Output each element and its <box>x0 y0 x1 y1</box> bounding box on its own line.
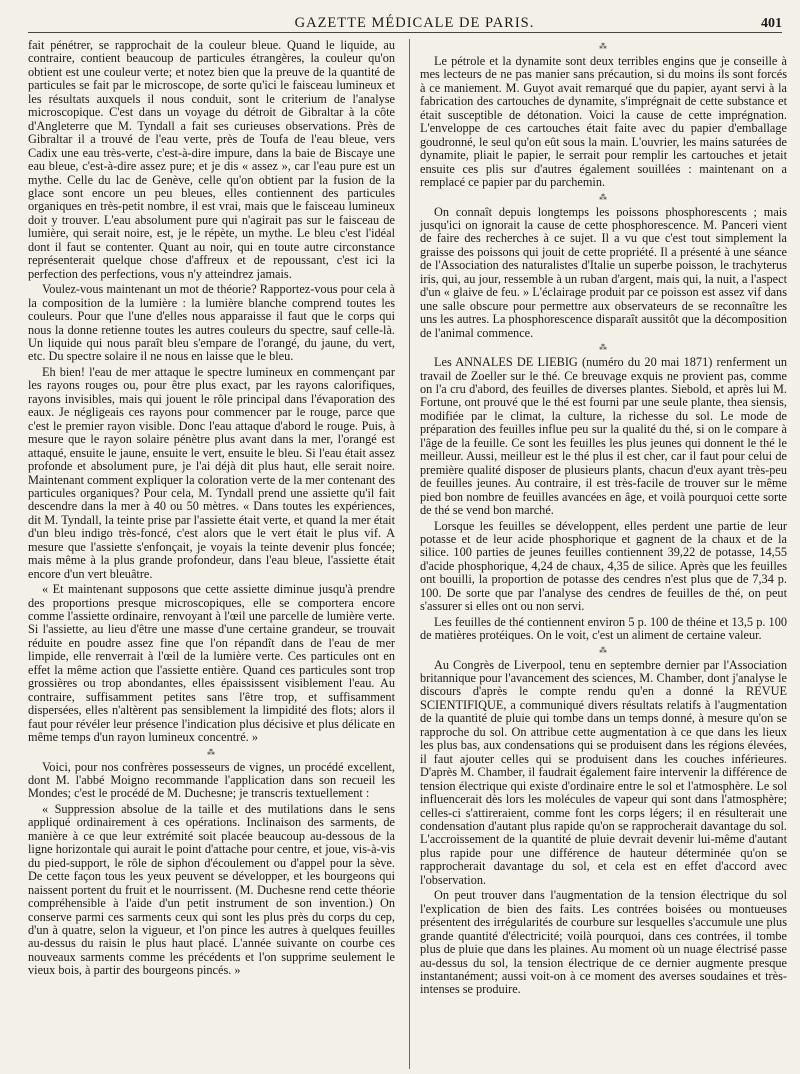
section-separator: ⁂ <box>599 42 608 51</box>
page-number: 401 <box>761 16 782 31</box>
paragraph: Le pétrole et la dynamite sont deux terribles engins que je conseille à mes lecteurs de ne pas manier sans précaution, si du moins ils sont forcés à ce maniement. M. Guyot avait remarqué que du papier, ayant servi à la fabrication des cartouches de dynamite, s'imprégnait de cette substance et était susceptible de détonation. Voici la cause de cette imprégnation. L'enveloppe de ces cartouches était faite avec du papier d'emballage goudronné, le seul qu'on eût sous la main. L'ouvrier, les mains saturées de dynamite, pliait le papier, le serrait pour remplir les cartouches et jetait ensuite ces plis sur d'autres également souillées : maintenant on a remplacé ce papier par du parchemin. <box>420 54 787 190</box>
paragraph: Voulez-vous maintenant un mot de théorie? Rapportez-vous pour cela à la composition de la lumière : la lumière blanche comprend toutes les couleurs. Pour que l'une d'elles nous apparaisse il faut que le corps qui nous la donne retienne toutes les autres couleurs du spectre, sauf celle-là. Un liquide qui nous paraît bleu s'empare de l'orangé, du jaune, du vert, etc. Du spectre solaire il ne nous en laisse que le bleu. <box>28 282 395 364</box>
section-separator: ⁂ <box>599 645 608 655</box>
paragraph: On peut trouver dans l'augmentation de la tension électrique du sol l'explication de bien des faits. Les contrées boisées ou montueuses présentent des irrégularités de courbure sur lesquelles s'accumule une plus grande quantité d'électricité; voilà pourquoi, dans ces contrées, il tombe plus de pluie que dans les plaines. Au moment où un nuage électrisé passe au-dessus du sol, la tension électrique de ce dernier augmente presque instantanément; aussi voit-on à ce moment des averses soudaines et très-intenses se produire. <box>420 888 787 997</box>
section-separator: ⁂ <box>599 343 608 353</box>
paragraph: Lorsque les feuilles se développent, elles perdent une partie de leur potasse et de leur acide phosphorique et gagnent de la chaux et de la silice. 100 parties de jeunes feuilles contiennent 39,22 de potasse, 14,55 d'acide phosphorique, 4,24 de chaux, 4,35 de silice. Après que les feuilles ont bouilli, la proportion de potasse des cendres n'est plus que de 7,34 p. 100. De sorte que par l'analyse des cendres de feuilles de thé, on peut s'assurer si elles ont ou non servi. <box>420 518 787 614</box>
paragraph: Voici, pour nos confrères possesseurs de vignes, un procédé excellent, dont M. l'abbé Moigno recommande l'application dans son recueil les Mondes; c'est le procédé de M. Duchesne; je transcris textuellement : <box>28 759 395 801</box>
paragraph: « Et maintenant supposons que cette assiette diminue jusqu'à prendre des proportions presque microscopiques, elle se comportera encore comme l'assiette ordinaire, renvoyant à l'œil une parcelle de lumière verte. Si l'assiette, au lieu d'être une masse d'une certaine grandeur, se trouvait réduite en poudre assez fine que l'on répandît dans de l'eau de mer limpide, elle renverrait à l'œil de la lumière verte. Ces particules ont en effet la même action que l'assiette entière. Quand ces particules sont trop grossières ou trop abondantes, elles épaississent visiblement l'eau. Au contraire, suffisamment petites sans l'être trop, et suffisamment dispersées, elles n'altèrent pas sensiblement la limpidité des flots; alors il faut pour révéler leur présence l'indication plus décisive et plus délicate en même temps d'un rayon lumineux concentré. » <box>28 582 395 745</box>
journal-title: GAZETTE MÉDICALE DE PARIS. <box>294 15 535 31</box>
right-column <box>409 39 787 1069</box>
paragraph: Les ANNALES DE LIEBIG (numéro du 20 mai 1871) renferment un travail de Zoeller sur le thé. Ce breuvage exquis ne provient pas, comme on l'a cru d'abord, des feuilles de diverses plantes. Siebold, et après lui M. Fortune, ont prouvé que le thé est fourni par une seule plante, thea siensis, modifiée par le climat, la culture, la richesse du sol. Le mode de préparation des feuilles influe peu sur la qualité du thé, si on le compare à l'âge de la feuille. Ce sont les feuilles les plus jeunes qui donnent le thé le meilleur. Aussi, meilleur est le thé plus il est cher, car il faut pour celui de première qualité disposer de plusieurs plants, chacun d'eux ayant très-peu de feuilles jeunes. Au contraire, il est très-facile de trouver sur le même pied bon nombre de feuilles avancées en âge, et voilà pourquoi cette sorte de thé se vend bon marché. <box>420 355 787 518</box>
section-separator: ⁂ <box>599 192 608 202</box>
paragraph: On connaît depuis longtemps les poissons phosphorescents ; mais jusqu'ici on ignorait la cause de cette phosphorescence. M. Panceri vient de faire des recherches à ce sujet. Il a vu que c'est tout simplement la graisse des poissons qui jouit de cette propriété. Il a présenté à une séance de l'Association des naturalistes d'Italie un superbe poisson, le trachyterus iris, qui, au jour, ressemble à un ruban d'argent, mais qui, la nuit, a l'aspect d'un « glaive de feu. » L'éclairage produit par ce poisson est assez vif dans une salle obscure pour permettre aux observateurs de se reconnaître les uns les autres. La phosphorescence disparaît aussitôt que la décomposition de l'animal commence. <box>420 204 787 340</box>
paragraph: Les feuilles de thé contiennent environ 5 p. 100 de théine et 13,5 p. 100 de matières protéiques. On le voit, c'est un aliment de certaine valeur. <box>420 614 787 643</box>
text-columns <box>28 39 787 1069</box>
paragraph: fait pénétrer, se rapprochait de la couleur bleue. Quand le liquide, au contraire, contient beaucoup de particules étrangères, la couleur qu'on obtient est une couleur verte; et notez bien que la preuve de la quantité de particules se fait par le microscope, de sorte qu'ici le faisceau lumineux et les résultats auxquels il nous conduit, sont le criterium de l'analyse microscopique. C'est dans un voyage du détroit de Gibraltar à la côte d'Angleterre que M. Tyndall a fait ses curieuses observations. Près de Gibraltar il a trouvé de l'eau verte, près de Toufa de l'eau bleue, vers Cadix une eau très-verte, c'est-à-dire impure, dans la baie de Biscaye une eau bleue, c'est-à-dire assez pure; et je dis « assez », car l'eau pure est un mythe. Celle du lac de Genève, celle qu'on obtient par la fusion de la glace sont encore un peu bleues, elles contiennent des particules organiques en très-petit nombre, il est vrai, mais que le faisceau lumineux doit y trouver. L'eau absolument pure qui n'agirait pas sur le faisceau de lumière, qui serait noire, est, je le répète, un mythe. Le bleu c'est l'idéal dont il faut se contenter. Quant au noir, qui en toute autre circonstance représenterait quelque chose d'affreux et de repoussant, c'est ici la perfection des perfections, vous n'y atteindrez jamais. <box>28 39 395 281</box>
paragraph: Eh bien! l'eau de mer attaque le spectre lumineux en commençant par les rayons rouges ou, pour être plus exact, par les rayons calorifiques, rayons invisibles, mais qui jouent le rôle principal dans l'évaporation des eaux. Je négligeais ces rayons pour commencer par le rouge, parce que c'est le premier rayon visible. Donc l'eau attaque d'abord le rouge. Puis, à mesure que le rayon solaire pénètre plus avant dans la mer, l'orangé est attaqué, ensuite le jaune, ensuite le vert, ensuite le bleu. Si l'eau était assez profonde et absolument pure, je l'ai déjà dit plus haut, elle serait noire. Maintenant comment expliquer la coloration verte de la mer contenant des particules organiques? Pour cela, M. Tyndall prend une assiette qu'il fait descendre dans la mer à 40 ou 50 mètres. « Dans toutes les expériences, dit M. Tyndall, la teinte prise par l'assiette était verte, et quand la mer était d'un bleu indigo très-foncé, c'est alors que le vert était le plus vif. A mesure que l'assiette s'enfonçait, je voyais la teinte devenir plus foncée; mais même à la plus grande profondeur, dans l'eau bleue, l'assiette était encore d'un vert bleuâtre. <box>28 364 395 581</box>
left-column <box>28 39 395 1069</box>
paragraph: Au Congrès de Liverpool, tenu en septembre dernier par l'Association britannique pour l'avancement des sciences, M. Chamber, dont j'analyse le discours d'après le compte rendu qu'en a donné la REVUE SCIENTIFIQUE, a communiqué divers résultats relatifs à l'augmentation de la quantité de pluie qui tombe dans un temps donné, à mesure qu'on se rapproche du sol. On attribue cette augmentation à ce que dans les lieux les plus bas, aux condensations qui se produisent dans les régions élevées, il faut ajouter celles qui se produisent dans les couches inférieures. D'après M. Chamber, il faudrait également faire intervenir la différence de tension électrique qui existe d'ordinaire entre le sol et l'atmosphère. Le sol influencerait dès lors les molécules de vapeur qui sont dans l'atmosphère; celles-ci s'attireraient, comme font les corps légers; il en résulterait une condensation d'autant plus rapide qu'on se rapprocherait davantage du sol. L'accroissement de la quantité de pluie devrait devenir lui-même d'autant plus rapide pour une différence de hauteur déterminée qu'on se rapprocherait davantage du sol, et cela est en effet d'accord avec l'observation. <box>420 657 787 887</box>
section-separator: ⁂ <box>207 747 216 757</box>
page-header <box>28 8 782 33</box>
paragraph: « Suppression absolue de la taille et des mutilations dans le sens appliqué ordinairement à ces opérations. Inclinaison des sarments, de manière à ce que leur extrémité soit placée beaucoup au-dessous de la ligne horizontale qui aurait le point d'attache pour centre, et joue, vis-à-vis du pied-support, le rôle de siphon d'écoulement ou d'appel pour la sève. De cette façon tous les yeux peuvent se développer, et les bourgeons qui naissent portent du fruit et le nourrissent. (M. Duchesne rend cette théorie compréhensible à l'aide d'un petit instrument de son invention.) On conserve parmi ces sarments ceux qui sont les plus près du corps du cep, d'un à quatre, selon la vigueur, et l'on pince les autres à quelques feuilles au-dessus du raisin le plus haut placé. L'année suivante on courbe ces nouveaux sarments comme les précédents et l'on supprime seulement le vieux bois, à partir des bourgeons pincés. » <box>28 801 395 978</box>
